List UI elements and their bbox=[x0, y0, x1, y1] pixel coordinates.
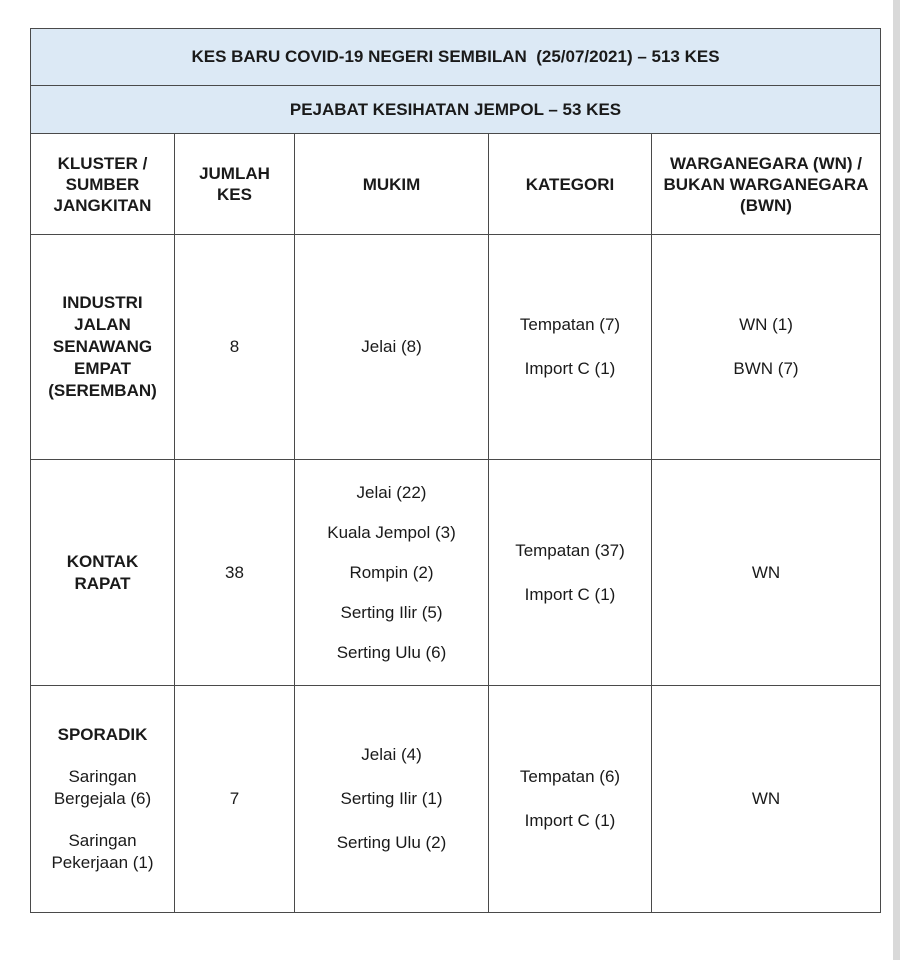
mukim-item: Jelai (8) bbox=[361, 337, 422, 356]
header-warganegara: WARGANEGARA (WN) / BUKAN WARGANEGARA (BWN) bbox=[652, 134, 881, 235]
kategori-item: Import C (1) bbox=[524, 584, 616, 604]
warganegara-item: BWN (7) bbox=[733, 359, 799, 378]
warganegara-cell bbox=[652, 235, 881, 460]
kategori-cell bbox=[489, 460, 652, 686]
table-row bbox=[31, 686, 881, 913]
warganegara-item: WN bbox=[751, 562, 781, 582]
subtitle-row bbox=[31, 86, 881, 134]
kategori-item: Tempatan (7) bbox=[519, 315, 621, 334]
covid-cases-table bbox=[30, 28, 881, 913]
table-title: KES BARU COVID-19 NEGERI SEMBILAN (25/07/2021) – 513 KES bbox=[31, 29, 881, 86]
mukim-item: Jelai (4) bbox=[361, 745, 422, 764]
title-row bbox=[31, 29, 881, 86]
mukim-item: Serting Ilir (1) bbox=[340, 789, 443, 808]
mukim-item: Serting Ilir (5) bbox=[340, 602, 443, 622]
kategori-item: Tempatan (6) bbox=[519, 767, 621, 786]
mukim-cell bbox=[295, 460, 489, 686]
kategori-item: Import C (1) bbox=[524, 359, 616, 378]
mukim-cell bbox=[295, 235, 489, 460]
kluster-label: SPORADIK bbox=[57, 725, 148, 744]
kategori-item: Import C (1) bbox=[524, 811, 616, 830]
warganegara-item: WN bbox=[751, 789, 781, 808]
kategori-cell bbox=[489, 235, 652, 460]
kluster-cell: KONTAK RAPAT bbox=[31, 460, 175, 686]
jumlah-cell: 7 bbox=[175, 686, 295, 913]
kluster-cell bbox=[31, 686, 175, 913]
mukim-item: Serting Ulu (6) bbox=[336, 642, 447, 662]
header-mukim: MUKIM bbox=[295, 134, 489, 235]
jumlah-cell: 38 bbox=[175, 460, 295, 686]
table-row bbox=[31, 460, 881, 686]
table-row bbox=[31, 235, 881, 460]
kategori-cell bbox=[489, 686, 652, 913]
warganegara-cell bbox=[652, 686, 881, 913]
kluster-cell: INDUSTRI JALAN SENAWANG EMPAT (SEREMBAN) bbox=[31, 235, 175, 460]
table-subtitle: PEJABAT KESIHATAN JEMPOL – 53 KES bbox=[31, 86, 881, 134]
kategori-item: Tempatan (37) bbox=[515, 540, 625, 560]
header-kategori: KATEGORI bbox=[489, 134, 652, 235]
kluster-sub-item: Saringan Pekerjaan (1) bbox=[51, 831, 154, 872]
mukim-item: Kuala Jempol (3) bbox=[327, 522, 456, 542]
mukim-item: Serting Ulu (2) bbox=[336, 833, 447, 852]
warganegara-cell bbox=[652, 460, 881, 686]
mukim-item: Jelai (22) bbox=[356, 482, 427, 502]
kluster-sub-item: Saringan Bergejala (6) bbox=[53, 767, 152, 808]
header-jumlah: JUMLAH KES bbox=[175, 134, 295, 235]
header-row bbox=[31, 134, 881, 235]
warganegara-item: WN (1) bbox=[739, 315, 793, 334]
jumlah-cell: 8 bbox=[175, 235, 295, 460]
header-kluster: KLUSTER / SUMBER JANGKITAN bbox=[31, 134, 175, 235]
mukim-item: Rompin (2) bbox=[349, 562, 434, 582]
page-edge-shadow bbox=[893, 0, 900, 960]
mukim-cell bbox=[295, 686, 489, 913]
